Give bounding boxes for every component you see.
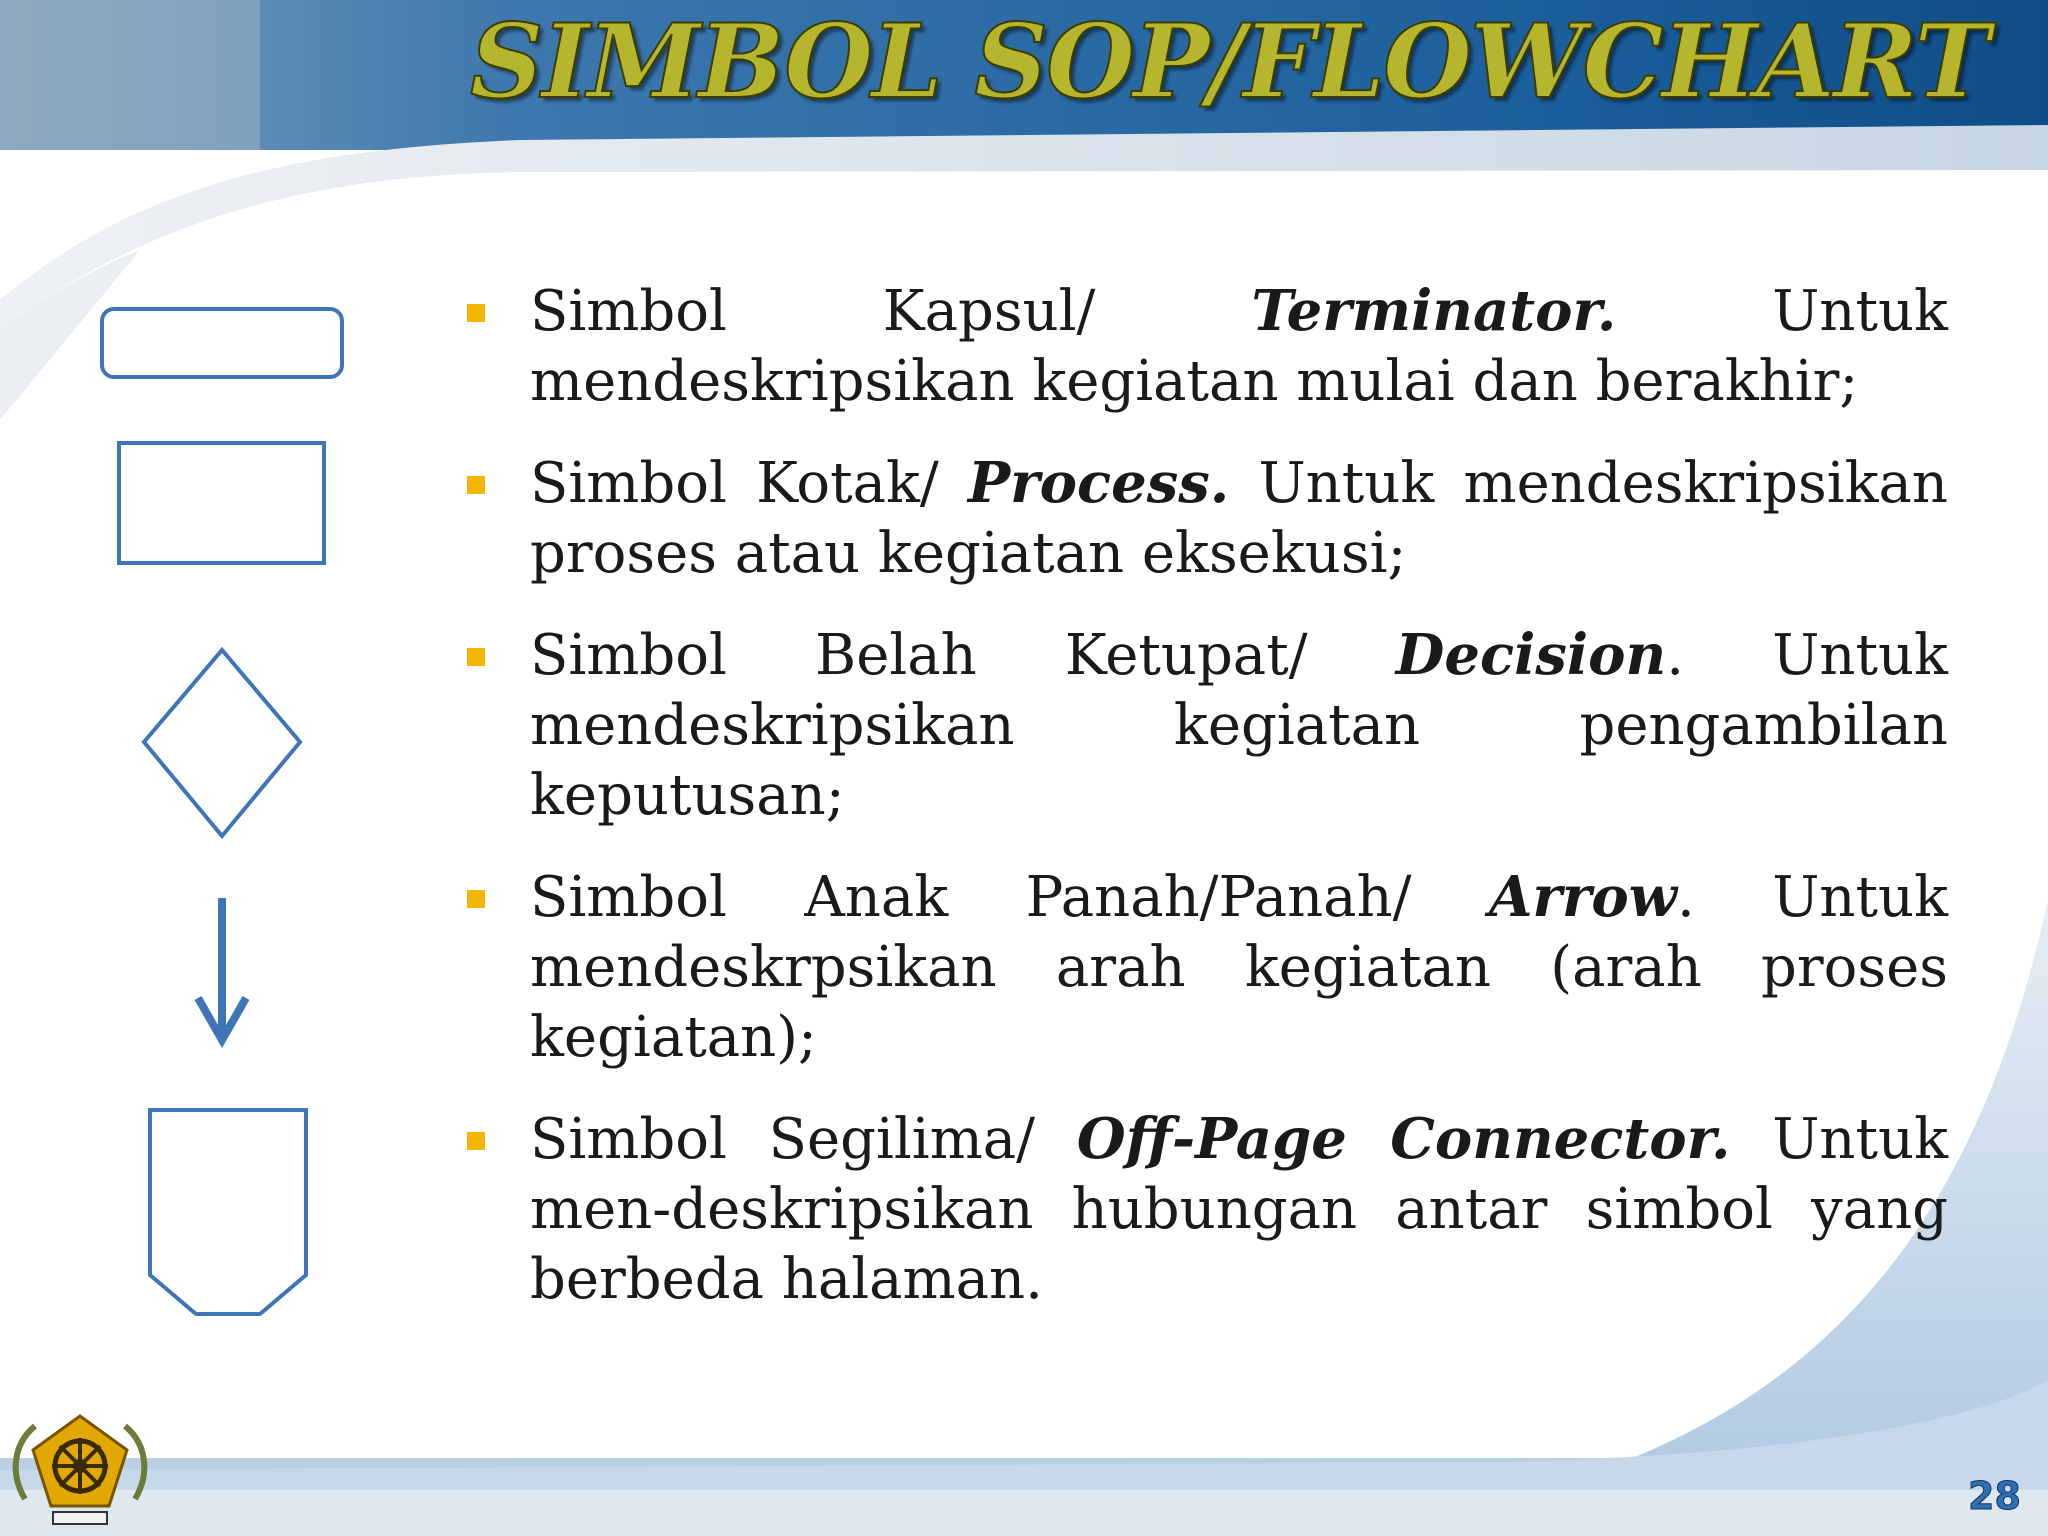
item-text: Simbol Belah Ketupat/ Decision. Untuk mendeskripsikan kegiatan pengambilan keputusan; bbox=[530, 622, 1948, 828]
slide-title: SIMBOL SOP/FLOWCHART bbox=[470, 2, 1989, 122]
bullet-marker bbox=[467, 1132, 485, 1150]
item-text: Simbol Segilima/ Off-Page Connector. Untuk men-deskripsikan hubungan antar simbol yang berbeda halaman. bbox=[530, 1106, 1948, 1312]
bullet-marker bbox=[467, 476, 485, 494]
item-text: Simbol Kapsul/ Terminator. Untuk mendeskripsikan kegiatan mulai dan berakhir; bbox=[530, 278, 1948, 414]
emblem-logo bbox=[5, 1404, 155, 1534]
bullet-marker bbox=[467, 890, 485, 908]
item-term: Off-Page Connector. bbox=[1076, 1106, 1731, 1172]
list-item bbox=[530, 620, 1948, 831]
list-item bbox=[530, 448, 1948, 589]
item-term: Arrow bbox=[1488, 864, 1677, 930]
list-item bbox=[530, 1104, 1948, 1315]
item-term: Process. bbox=[968, 450, 1230, 516]
bullet-marker bbox=[467, 648, 485, 666]
item-text: Simbol Kotak/ Process. Untuk mendeskripsikan proses atau kegiatan eksekusi; bbox=[530, 450, 1948, 586]
item-text: Simbol Anak Panah/Panah/ Arrow. Untuk mendeskrpsikan arah kegiatan (arah proses kegiatan); bbox=[530, 864, 1948, 1070]
list-item bbox=[530, 862, 1948, 1073]
item-term: Decision bbox=[1395, 622, 1667, 688]
page-number: 28 bbox=[1968, 1474, 2021, 1518]
item-term: Terminator. bbox=[1251, 278, 1617, 344]
bullet-marker bbox=[467, 304, 485, 322]
list-item bbox=[530, 276, 1948, 417]
